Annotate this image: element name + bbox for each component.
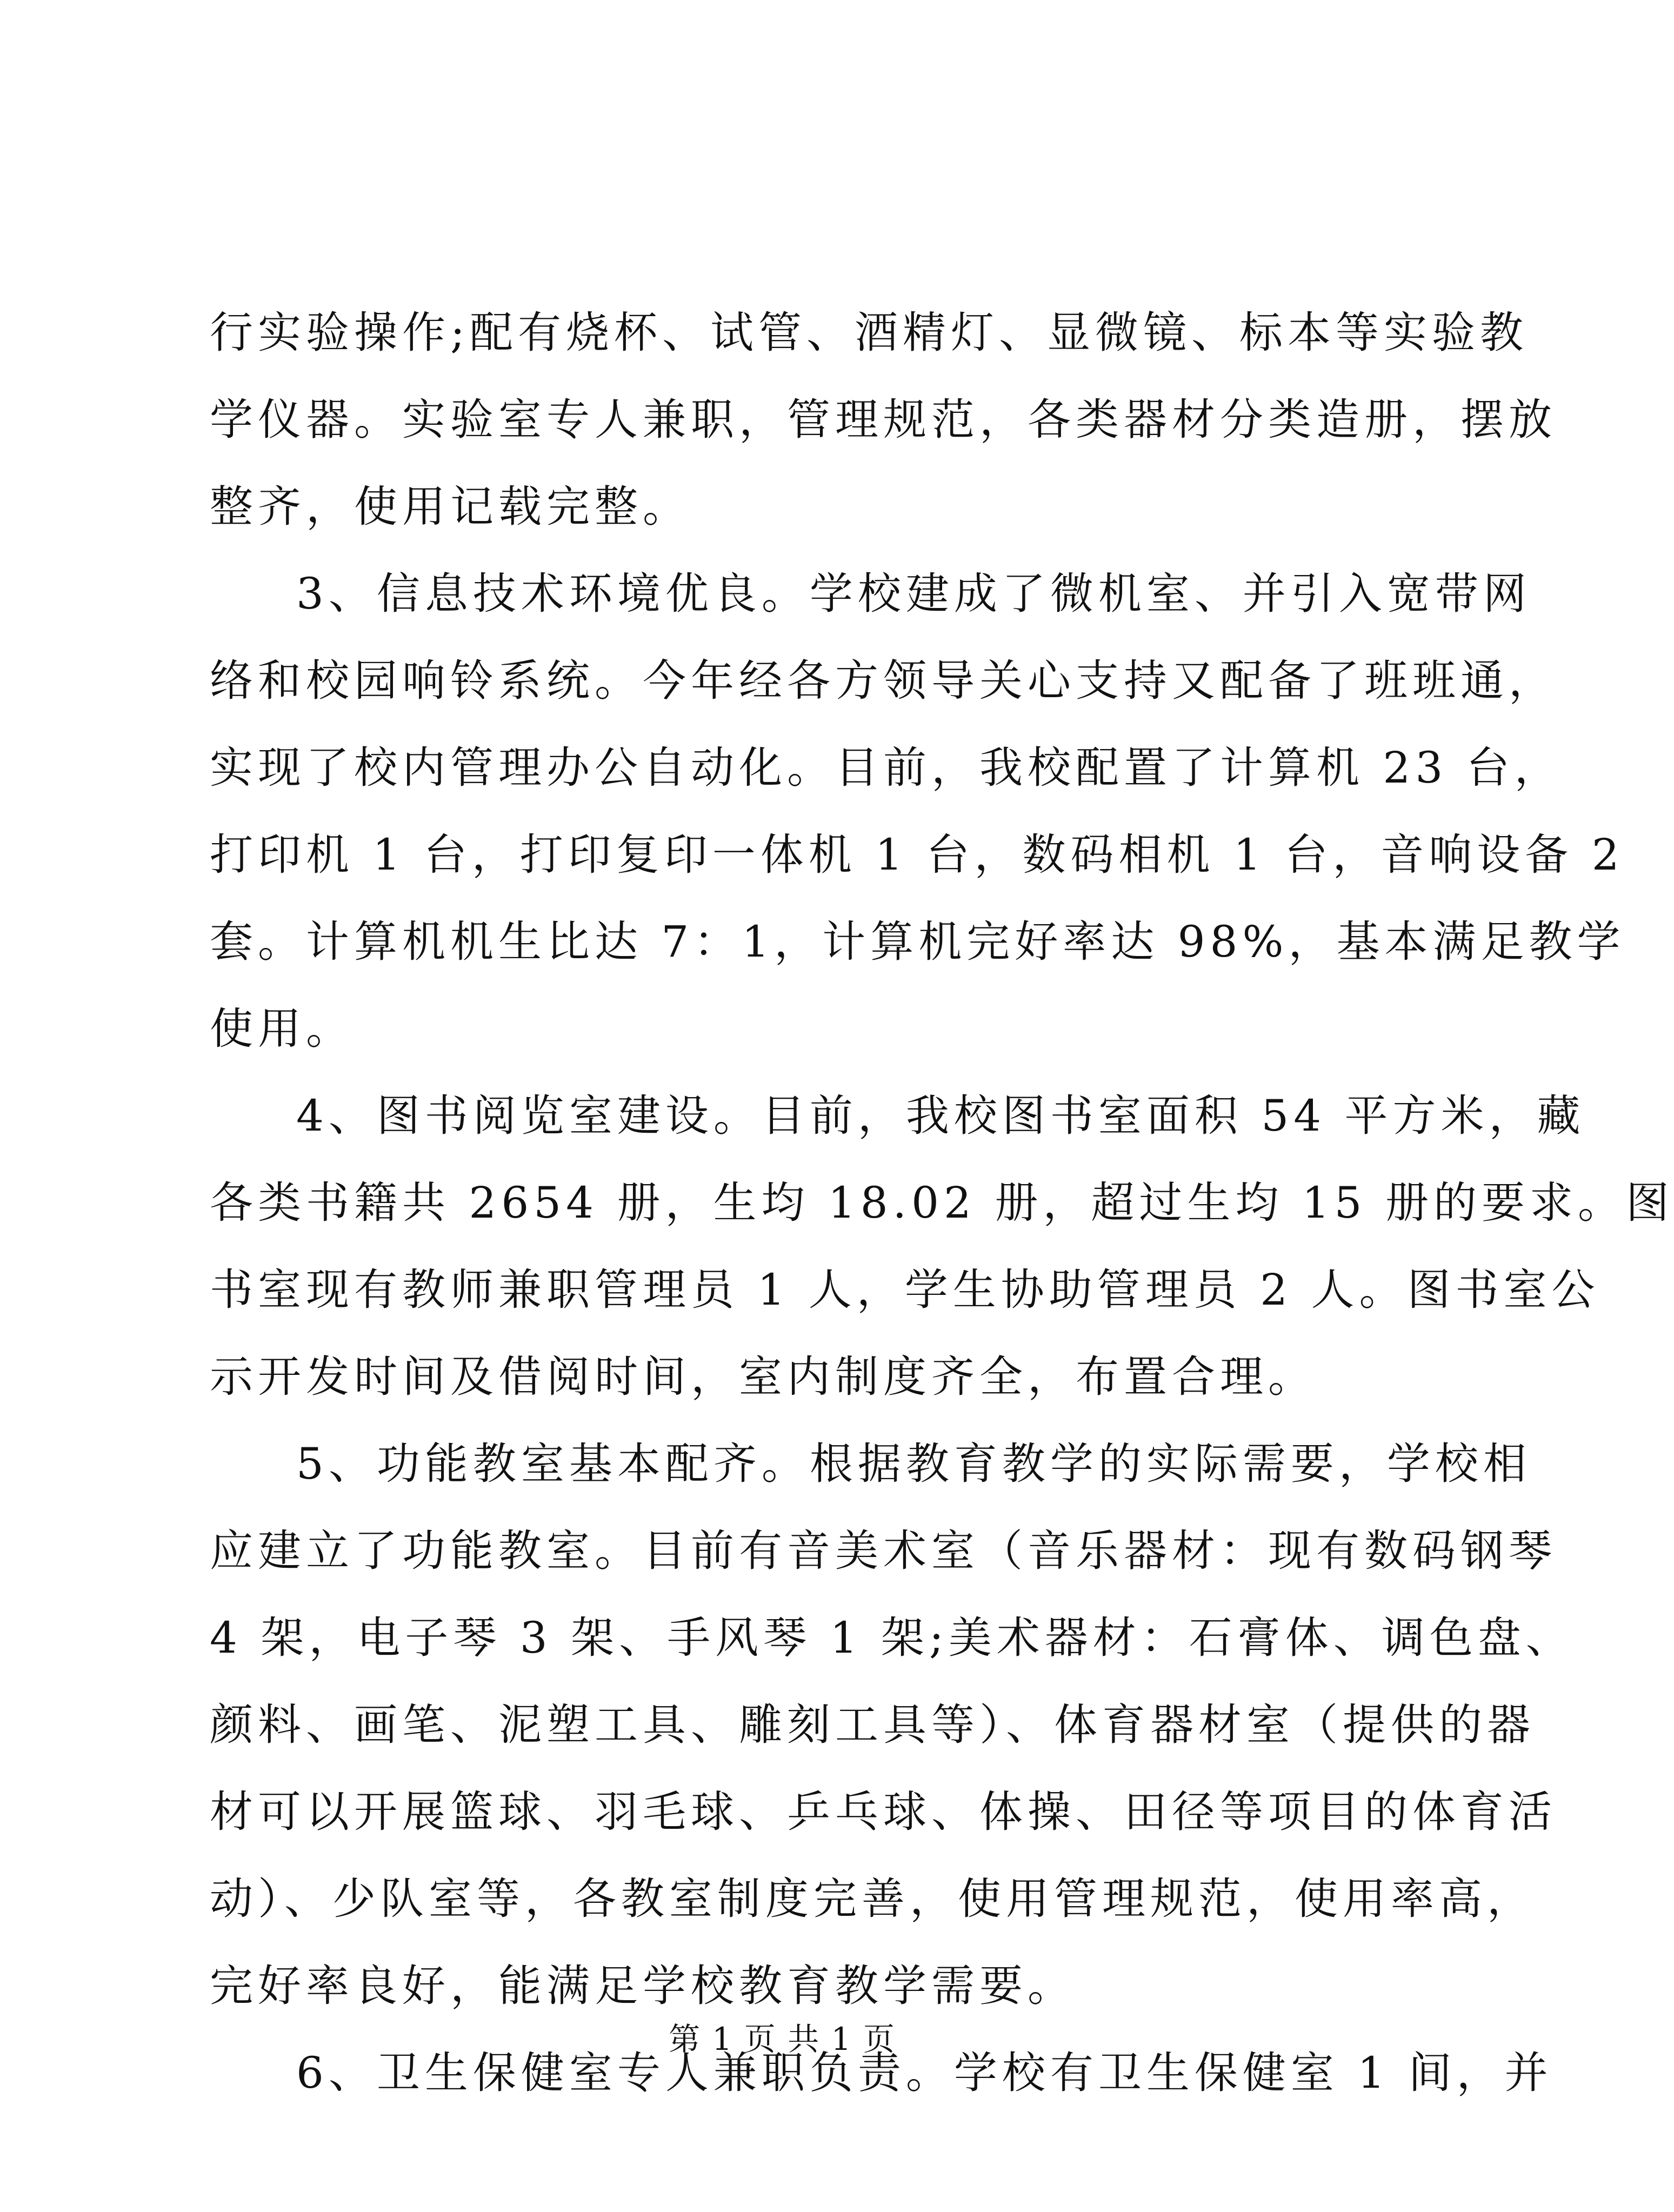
body-text bbox=[210, 289, 1674, 2116]
text-line: 动）、少队室等，各教室制度完善，使用管理规范，使用率高， bbox=[210, 1874, 1535, 1924]
paragraph-first-line: 6、卫生保健室专人兼职负责。学校有卫生保健室 1 间，并 bbox=[296, 2048, 1553, 2098]
text-line: 行实验操作;配有烧杯、试管、酒精灯、显微镜、标本等实验教 bbox=[210, 308, 1528, 358]
page-footer: 第 1 页 共 1 页 bbox=[669, 2021, 896, 2057]
text-line: 整齐，使用记载完整。 bbox=[210, 482, 691, 532]
text-line: 实现了校内管理办公自动化。目前，我校配置了计算机 23 台， bbox=[210, 743, 1563, 793]
text-line: 打印机 1 台，打印复印一体机 1 台，数码相机 1 台，音响设备 2 bbox=[210, 830, 1624, 880]
text-line: 4 架，电子琴 3 架、手风琴 1 架;美术器材：石膏体、调色盘、 bbox=[210, 1613, 1574, 1663]
text-line: 使用。 bbox=[210, 1004, 354, 1054]
paragraph-first-line: 4、图书阅览室建设。目前，我校图书室面积 54 平方米，藏 bbox=[296, 1091, 1585, 1141]
text-line: 颜料、画笔、泥塑工具、雕刻工具等）、体育器材室（提供的器 bbox=[210, 1700, 1535, 1750]
text-line: 应建立了功能教室。目前有音美术室（音乐器材：现有数码钢琴 bbox=[210, 1526, 1557, 1576]
text-line: 学仪器。实验室专人兼职，管理规范，各类器材分类造册，摆放 bbox=[210, 395, 1557, 445]
paragraph-first-line: 3、信息技术环境优良。学校建成了微机室、并引入宽带网 bbox=[296, 569, 1531, 619]
text-line: 示开发时间及借阅时间，室内制度齐全，布置合理。 bbox=[210, 1352, 1316, 1402]
text-line: 各类书籍共 2654 册，生均 18.02 册，超过生均 15 册的要求。图 bbox=[210, 1178, 1674, 1228]
text-line: 套。计算机机生比达 7：1，计算机完好率达 98%，基本满足教学 bbox=[210, 917, 1625, 967]
text-line: 材可以开展篮球、羽毛球、乒乓球、体操、田径等项目的体育活 bbox=[210, 1787, 1557, 1837]
text-line: 书室现有教师兼职管理员 1 人，学生协助管理员 2 人。图书室公 bbox=[210, 1265, 1600, 1315]
text-line: 络和校园响铃系统。今年经各方领导关心支持又配备了班班通， bbox=[210, 656, 1557, 706]
text-line: 完好率良好，能满足学校教育教学需要。 bbox=[210, 1961, 1076, 2011]
paragraph-first-line: 5、功能教室基本配齐。根据教育教学的实际需要，学校相 bbox=[296, 1439, 1531, 1489]
